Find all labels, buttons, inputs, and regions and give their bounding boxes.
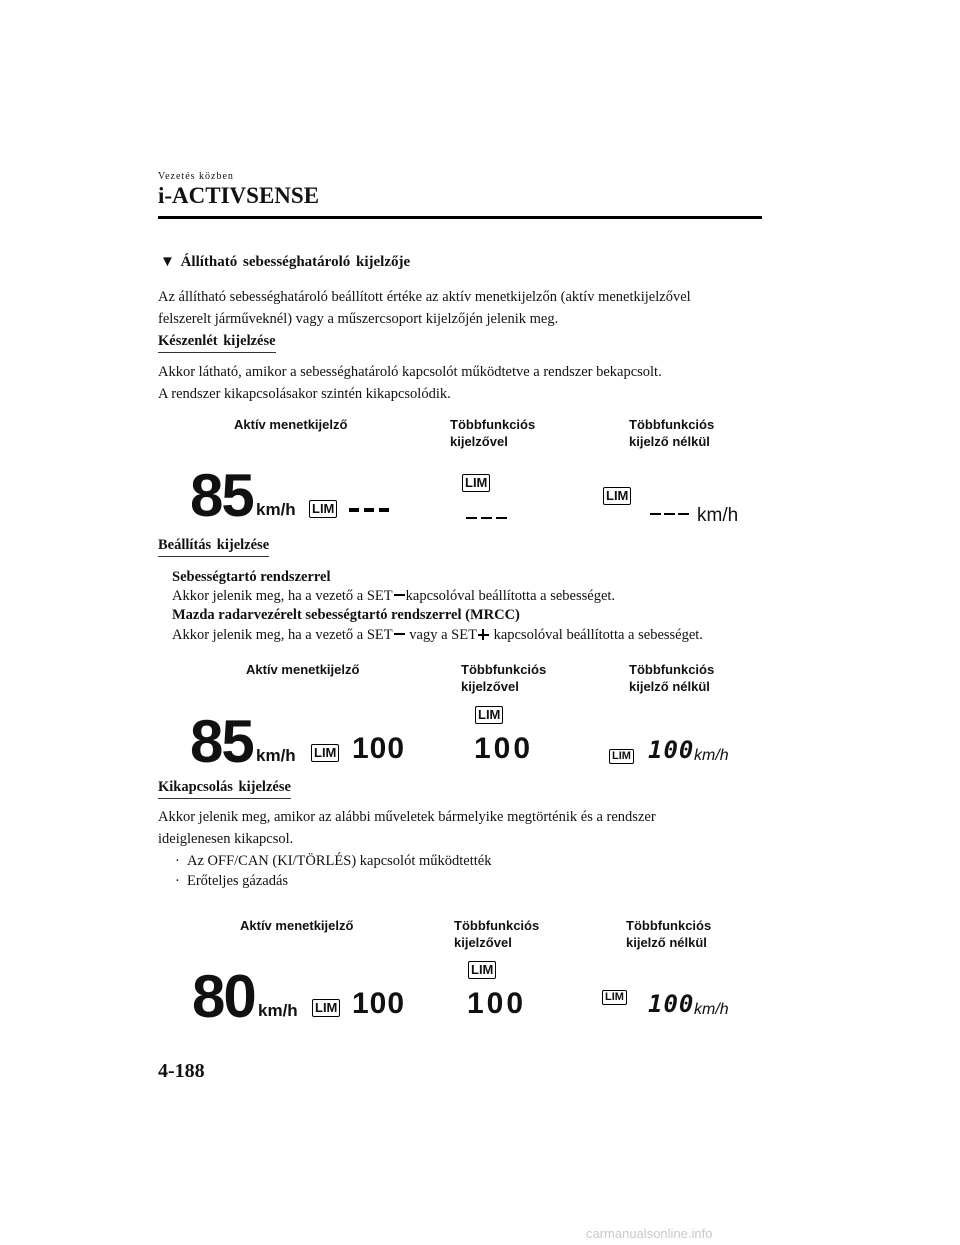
multi-without-unit: km/h	[694, 747, 729, 764]
active-dash	[364, 508, 374, 512]
multi-without-dash	[650, 513, 661, 515]
page-number: 4-188	[158, 1060, 205, 1082]
multi-with-dash	[496, 517, 507, 519]
cruise-title: Sebességtartó rendszerrel	[172, 569, 331, 585]
active-limit-value: 100	[352, 987, 406, 1020]
off-line-2: ideiglenesen kikapcsol.	[158, 831, 294, 847]
multi-without-unit: km/h	[694, 1001, 729, 1018]
setting-title: Beállítás kijelzése	[158, 537, 269, 557]
multi-with-limit-value: 100	[467, 987, 527, 1020]
plus-icon	[478, 629, 489, 640]
list-item: · Erőteljes gázadás	[175, 873, 289, 889]
standby-title: Készenlét kijelzése	[158, 333, 276, 353]
standby-line-2: A rendszer kikapcsolásakor szintén kikapcsolódik.	[158, 386, 451, 402]
watermark: carmanualsonline.info	[586, 1226, 713, 1241]
chapter-title: i-ACTIVSENSE	[158, 183, 320, 208]
active-speed-unit: km/h	[256, 746, 296, 765]
active-dash	[349, 508, 359, 512]
caption-active-display: Aktív menetkijelző	[240, 918, 354, 933]
mrcc-text: Akkor jelenik meg, ha a vezető a SET vagy a SET kapcsolóval beállította a sebességet.	[172, 627, 703, 643]
active-lim-badge: LIM	[311, 744, 339, 762]
caption-multi-with-1: Többfunkciós	[454, 918, 540, 933]
caption-multi-without-1: Többfunkciós	[629, 417, 715, 432]
cruise-text: Akkor jelenik meg, ha a vezető a SET kapcsolóval beállította a sebességet.	[172, 588, 616, 604]
active-speed-unit: km/h	[258, 1001, 298, 1020]
active-speed-value: 80	[192, 963, 255, 1030]
caption-multi-without-1: Többfunkciós	[629, 662, 715, 677]
caption-multi-without-2: kijelző nélkül	[629, 434, 710, 449]
intro-line-1: Az állítható sebességhatároló beállított értéke az aktív menetkijelzőn (aktív menetkijelzővel	[158, 289, 691, 305]
caption-multi-with-2: kijelzővel	[450, 434, 508, 449]
active-limit-value: 100	[352, 732, 406, 765]
multi-with-lim-badge: LIM	[468, 961, 496, 979]
multi-without-lim-badge: LIM	[602, 990, 627, 1005]
multi-without-dash	[664, 513, 675, 515]
header-rule	[158, 216, 762, 219]
caption-active-display: Aktív menetkijelző	[246, 662, 360, 677]
multi-without-dash	[678, 513, 689, 515]
standby-line-1: Akkor látható, amikor a sebességhatároló kapcsolót működtetve a rendszer bekapcsolt.	[158, 364, 662, 380]
active-lim-badge: LIM	[309, 500, 337, 518]
multi-with-lim-badge: LIM	[462, 474, 490, 492]
minus-icon	[394, 633, 405, 635]
section-heading: ▼ Állítható sebességhatároló kijelzője	[160, 254, 411, 270]
caption-multi-without-1: Többfunkciós	[626, 918, 712, 933]
multi-without-limit-value: 100	[648, 736, 695, 764]
standby-figure	[0, 460, 960, 580]
intro-line-2: felszerelt járműveknél) vagy a műszercsoport kijelzőjén jelenik meg.	[158, 311, 559, 327]
multi-without-lim-badge: LIM	[603, 487, 631, 505]
active-lim-badge: LIM	[312, 999, 340, 1017]
caption-multi-with-1: Többfunkciós	[461, 662, 547, 677]
minus-icon	[394, 594, 405, 596]
caption-multi-without-2: kijelző nélkül	[629, 679, 710, 694]
multi-with-dash	[466, 517, 477, 519]
active-speed-value: 85	[190, 708, 253, 775]
off-title: Kikapcsolás kijelzése	[158, 779, 291, 799]
multi-without-lim-badge: LIM	[609, 749, 634, 764]
active-dash	[379, 508, 389, 512]
multi-without-unit: km/h	[697, 505, 739, 526]
section-label: Vezetés közben	[158, 171, 234, 182]
caption-active-display: Aktív menetkijelző	[234, 417, 348, 432]
active-speed-value: 85	[190, 462, 253, 529]
caption-multi-with-1: Többfunkciós	[450, 417, 536, 432]
caption-multi-with-2: kijelzővel	[461, 679, 519, 694]
multi-with-limit-value: 100	[474, 732, 534, 765]
multi-with-lim-badge: LIM	[475, 706, 503, 724]
caption-multi-with-2: kijelzővel	[454, 935, 512, 950]
caption-multi-without-2: kijelző nélkül	[626, 935, 707, 950]
setting-figure	[0, 700, 960, 820]
off-figure	[0, 955, 960, 1075]
active-speed-unit: km/h	[256, 500, 296, 519]
multi-with-dash	[481, 517, 492, 519]
off-line-1: Akkor jelenik meg, amikor az alábbi műveletek bármelyike megtörténik és a rendszer	[158, 809, 656, 825]
multi-without-limit-value: 100	[648, 990, 695, 1018]
list-item: · Az OFF/CAN (KI/TÖRLÉS) kapcsolót működtették	[175, 853, 492, 869]
mrcc-title: Mazda radarvezérelt sebességtartó rendszerrel (MRCC)	[172, 607, 520, 623]
